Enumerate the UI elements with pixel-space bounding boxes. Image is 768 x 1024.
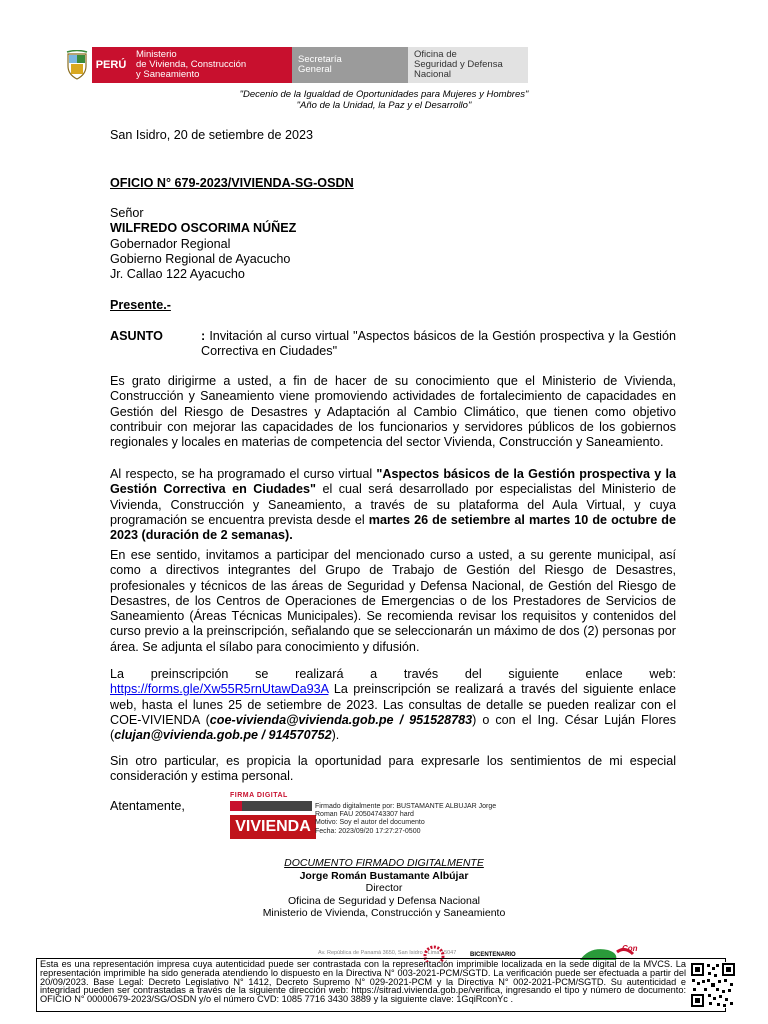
oficio-number	[110, 176, 354, 191]
coe-contact: coe-vivienda@vivienda.gob.pe / 951528783	[209, 712, 473, 727]
ministry-line: Ministerio	[136, 49, 177, 60]
signer-block	[0, 857, 768, 920]
signer-ministry: Ministerio de Vivienda, Construcción y Saneamiento	[262, 907, 506, 919]
peru-badge: PERÚ	[92, 47, 130, 83]
form-link[interactable]: https://forms.gle/Xw55R5rnUtawDa93A	[110, 682, 329, 697]
p2-text: Al respecto, se ha programado el curso virtual	[110, 467, 377, 481]
doc-firmado: DOCUMENTO FIRMADO DIGITALMENTE	[284, 857, 484, 869]
p4-text: La preinscripción se realizará a través del siguiente enlace web, hasta el lunes 25 de setiembre de 2023. Las consultas de detalle se pueden realizar con el COE-VIVIENDA (	[110, 682, 676, 727]
oficina-line: Nacional	[414, 69, 451, 80]
presente-text: Presente.-	[110, 298, 171, 312]
verification-notice: Esta es una representación impresa cuya autenticidad puede ser contrastada con la representación imprimible localizada en la sede digital de la MVCS. La representación imprimible ha sido generada atendiendo lo dispuesto en la Directiva N° 003-2021-PCM/SGTD. La verificación puede ser efectuada a partir del 20/09/2023. Base Legal: Decreto Legislativo N° 1412, Decreto Supremo N° 029-2021-PCM y la Directiva N° 002-2021-PCM/SGTD. Su autenticidad e integridad pueden ser contrastadas a través de la siguiente dirección web: https://sitrad.vivienda.gob.pe/verifica, ingresando el tipo y número de documento: OFICIO N° 00000679-2023/SG/OSDN y/o el número CVD: 1085 7716 3430 3889 y la siguiente clave: 1GqiRconYc .	[40, 959, 686, 1005]
secretaria-line: Secretaría	[298, 54, 342, 65]
salutation: Señor	[110, 206, 144, 220]
decenio-motto	[0, 89, 768, 111]
p4-text: ).	[331, 728, 340, 743]
asunto-text: Invitación al curso virtual "Aspectos básicos de la Gestión prospectiva y la Gestión Correctiva en Ciudades"	[201, 329, 676, 359]
p2-dates: martes 26 de setiembre al martes 10 de octubre de 2023 (duración de 2 semanas).	[110, 512, 676, 543]
secretaria-line: General	[298, 64, 332, 75]
ministry-box	[130, 47, 292, 83]
con-label: Con	[622, 944, 638, 953]
recipient-title: Gobernador Regional	[110, 236, 231, 251]
p2-text: el cual será desarrollado por especialistas del Ministerio de Vivienda, Construcción y Saneamiento, a través de su plataforma del Aula Virtual, y cuya programación se encuentra prevista desde el	[110, 482, 676, 527]
p4-first-line: La preinscripción se realizará a través del siguiente enlace web:	[110, 667, 676, 681]
secretaria-box	[292, 47, 408, 83]
ministry-line: y Saneamiento	[136, 69, 200, 80]
recipient-org: Gobierno Regional de Ayacucho	[110, 251, 291, 266]
footer-address: Av. República de Panamá 3650, San Isidro - Lima 15047	[318, 950, 457, 956]
asunto-content: : Invitación al curso virtual "Aspectos básicos de la Gestión prospectiva y la Gestión Correctiva en Ciudades"	[201, 329, 676, 359]
place-date: San Isidro, 20 de setiembre de 2023	[110, 128, 314, 142]
paragraph-3: En ese sentido, invitamos a participar del mencionado curso a usted, a su gerente municipal, así como a directivos integrantes del Grupo de Trabajo de Gestión del Riesgo de Desastres, profesionales y técnicos de las áreas de Seguridad y Defensa Nacional, de Gestión del Riesgo de Desastres, de los Centros de Operaciones de Emergencias o de los Prestadores de Servicios de Saneamiento (Áreas Técnicas Municipales). Se recomienda revisar los requisitos y contenidos del curso previo a la preinscripción, señalando que se seleccionarán un máximo de dos (2) personas por área. Se adjunta el sílabo para conocimiento y difusión.	[110, 548, 676, 654]
ministry-mini-logo	[230, 801, 312, 811]
signature-line: Fecha: 2023/09/20 17:27:27-0500	[315, 827, 421, 835]
recipient-address: Jr. Callao 122 Ayacucho	[110, 267, 245, 282]
signature-line: Motivo: Soy el autor del documento	[315, 819, 425, 827]
digital-signature-stamp	[230, 792, 316, 848]
institutional-header	[62, 47, 528, 83]
paragraph-5: Sin otro particular, es propicia la oportunidad para expresarle los sentimientos de mi especial consideración y estima personal.	[110, 754, 676, 784]
anio-line: "Año de la Unidad, la Paz y el Desarrollo"	[296, 100, 472, 111]
signer-office: Oficina de Seguridad y Defensa Nacional	[287, 894, 481, 907]
decenio-line: "Decenio de la Igualdad de Oportunidades para Mujeres y Hombres"	[239, 89, 529, 100]
p4-text: ) o con el Ing. César Luján Flores (	[110, 712, 676, 743]
vivienda-logo: VIVIENDA	[230, 815, 316, 839]
signature-details	[315, 803, 496, 836]
bicentenario-label: BICENTENARIO	[470, 952, 516, 958]
paragraph-1: Es grato dirigirme a usted, a fin de hacer de su conocimiento que el Ministerio de Vivienda, Construcción y Saneamiento viene promoviendo actividades de fortalecimiento de capacidades en Gestión del Riesgo de Desastres y Adaptación al Cambio Climático, que tienen como objetivo contribuir con mejorar las capacidades de los funcionarios y servidores públicos de los gobiernos regionales y locales en materias de competencia del sector Vivienda, Construcción y Saneamiento.	[110, 374, 676, 450]
presente	[110, 298, 171, 313]
firma-digital-label: FIRMA DIGITAL	[230, 792, 288, 799]
oficio-text: OFICIO N° 679-2023/VIVIENDA-SG-OSDN	[110, 176, 354, 190]
oficina-line: Seguridad y Defensa	[414, 59, 503, 70]
closing: Atentamente,	[110, 799, 185, 813]
signature-line: Roman FAU 20504743307 hard	[315, 811, 414, 819]
signer-role: Director	[365, 882, 403, 894]
paragraph-2	[110, 467, 676, 543]
recipient-name: WILFREDO OSCORIMA NÚÑEZ	[110, 221, 297, 236]
oficina-box	[408, 47, 528, 83]
paragraph-4	[110, 667, 676, 743]
ministry-line: de Vivienda, Construcción	[136, 59, 247, 70]
coat-of-arms-icon	[62, 47, 92, 83]
oficina-line: Oficina de	[414, 49, 457, 60]
clujan-contact: clujan@vivienda.gob.pe / 914570752	[114, 728, 332, 743]
qr-code-icon	[690, 962, 736, 1008]
signer-name: Jorge Román Bustamante Albújar	[299, 869, 469, 882]
asunto-label: ASUNTO	[110, 329, 163, 343]
signature-line: Firmado digitalmente por: BUSTAMANTE ALBUJAR Jorge	[315, 803, 497, 810]
recipient-block	[110, 206, 296, 282]
p2-course-title: "Aspectos básicos de la Gestión prospectiva y la Gestión Correctiva en Ciudades"	[110, 467, 676, 497]
